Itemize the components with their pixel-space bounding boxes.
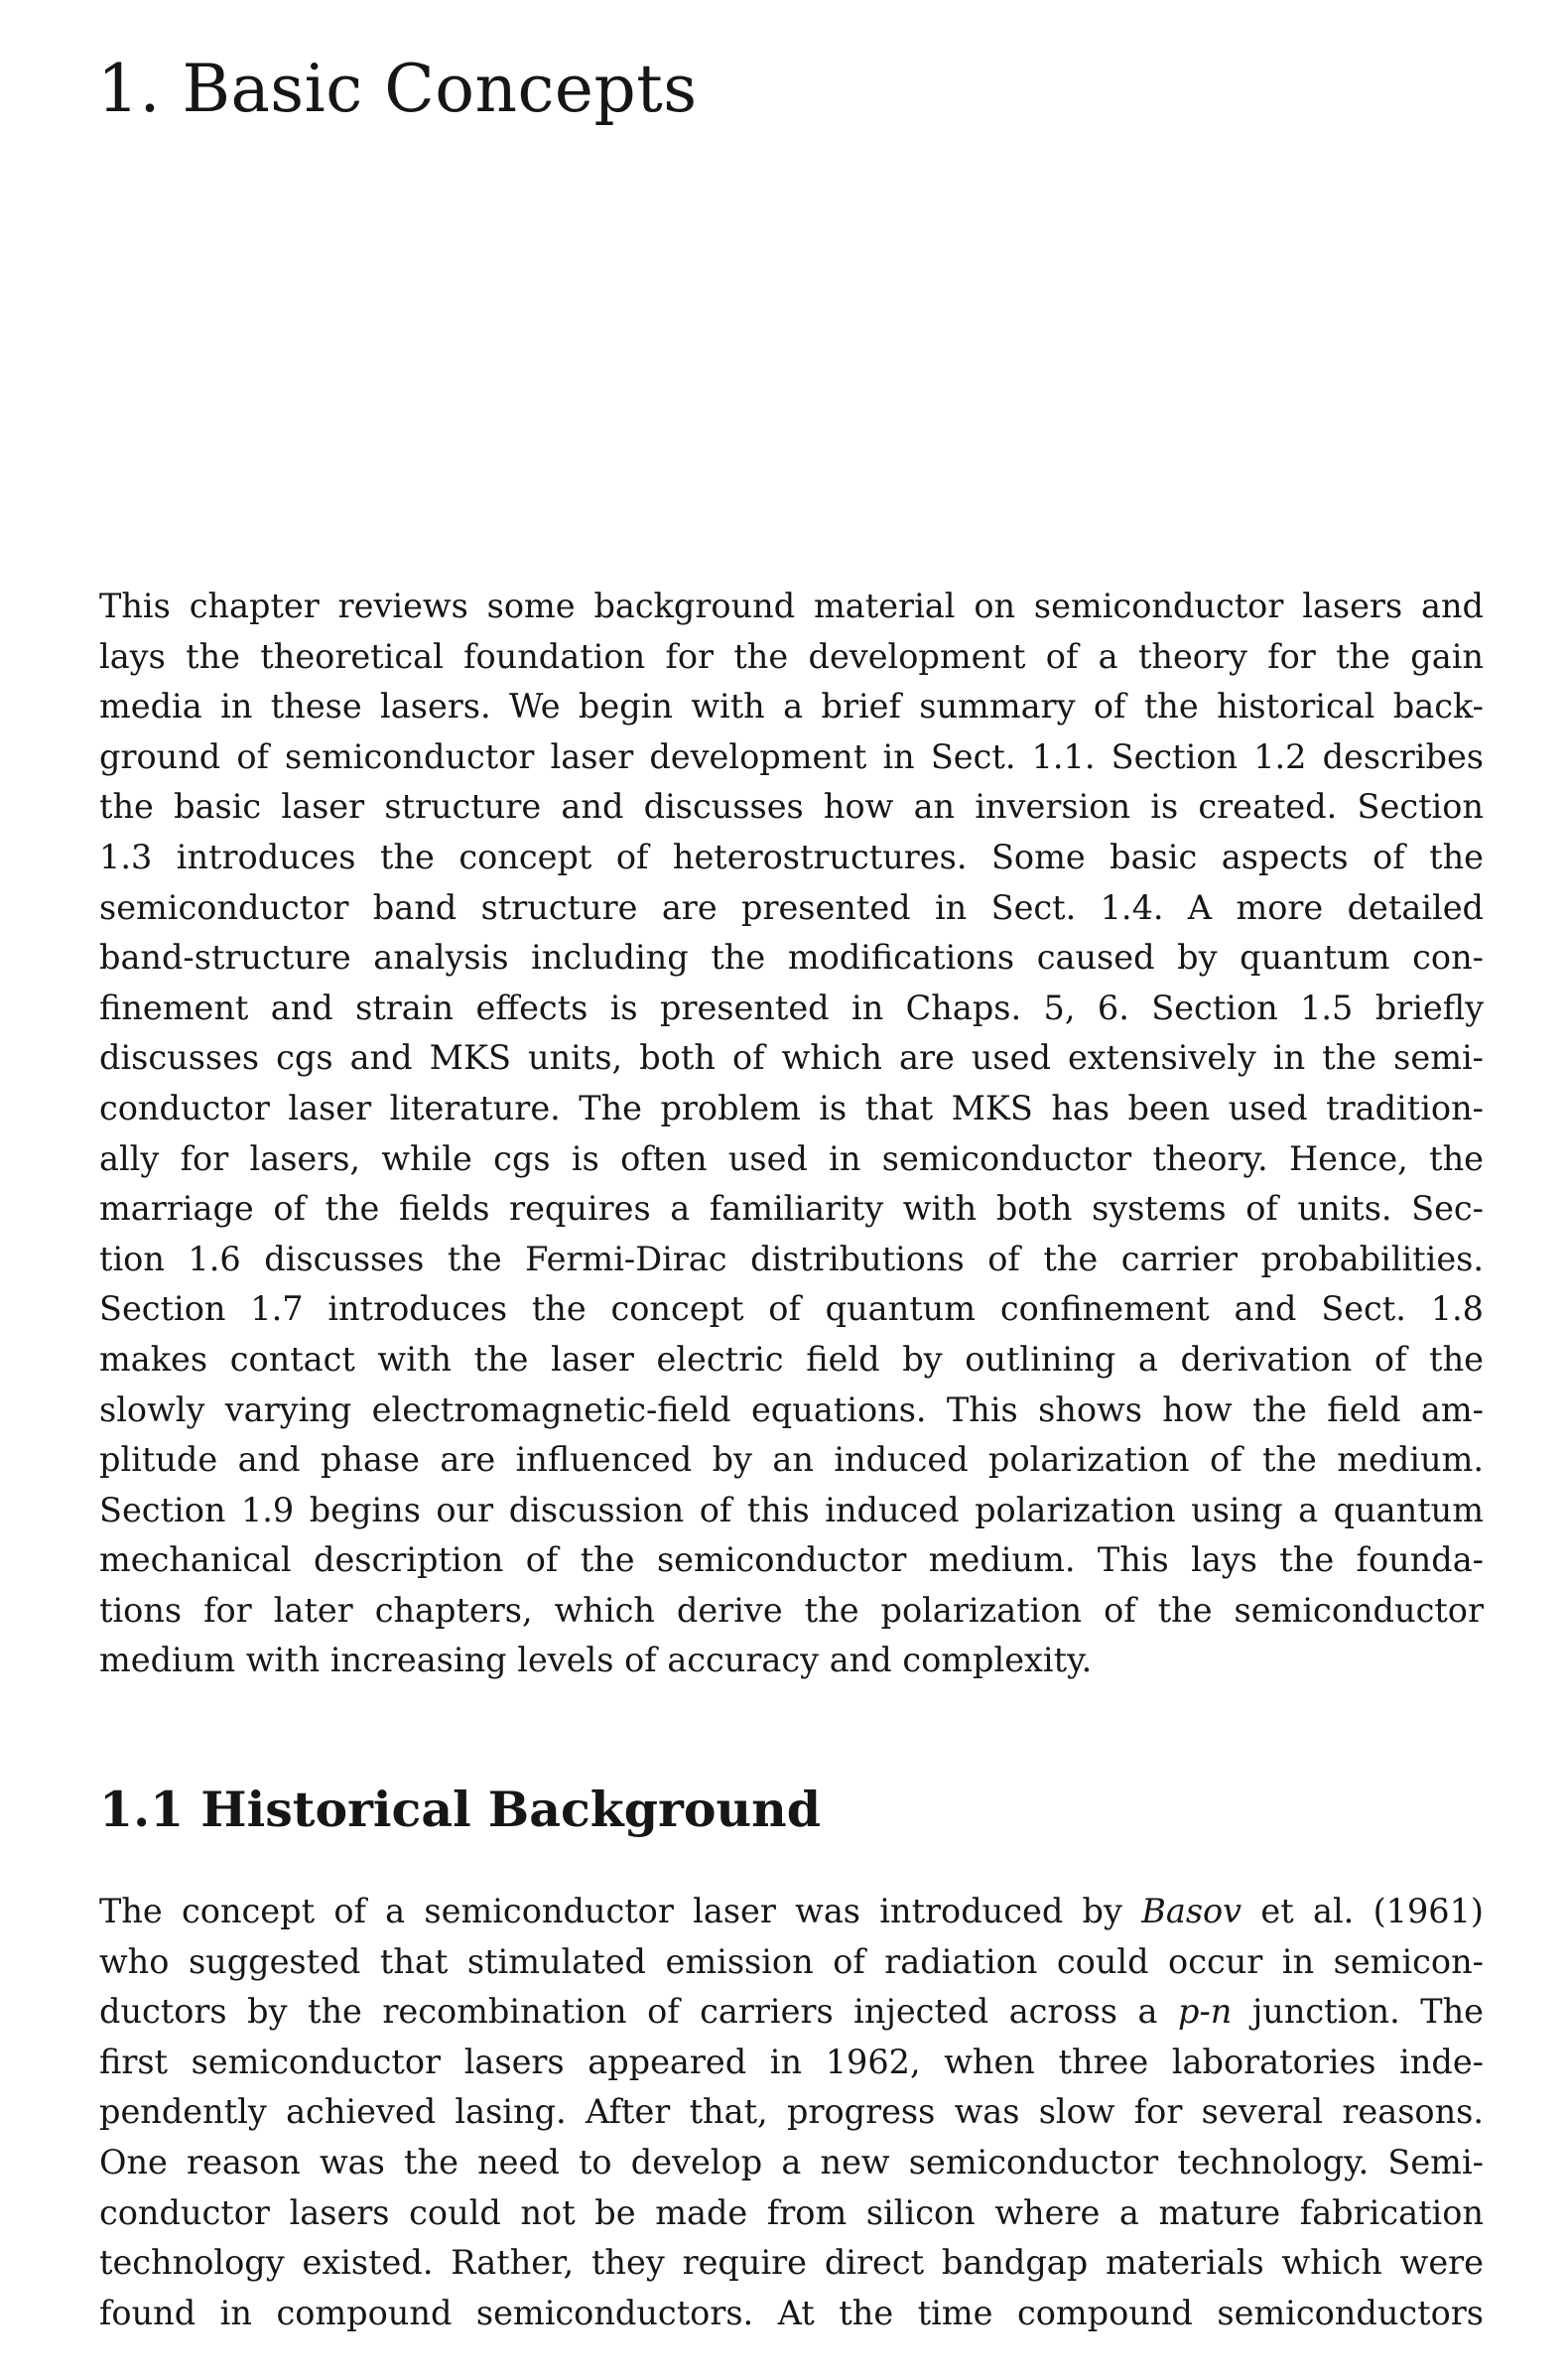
intro-line: Section 1.7 introduces the concept of quantum confinement and Sect. 1.8 [99,1289,1484,1329]
intro-line: ground of semiconductor laser development in Sect. 1.1. Section 1.2 describes [99,736,1484,776]
intro-line: tions for later chapters, which derive the polarization of the semiconductor [99,1590,1484,1630]
historical-line: who suggested that stimulated emission of radiation could occur in semicon- [99,1941,1484,1981]
intro-line: makes contact with the laser electric field by outlining a derivation of the [99,1339,1484,1379]
intro-line: the basic laser structure and discusses how an inversion is created. Section [99,787,1484,827]
intro-line: plitude and phase are influenced by an induced polarization of the medium. [99,1440,1484,1480]
historical-line: technology existed. Rather, they require direct bandgap materials which were [99,2243,1484,2283]
intro-line: slowly varying electromagnetic-field equations. This shows how the field am- [99,1389,1484,1429]
intro-line: medium with increasing levels of accuracy and complexity. [99,1641,1093,1680]
historical-line: pendently achieved lasing. After that, progress was slow for several reasons. [99,2092,1484,2132]
historical-line [99,1887,1484,1937]
intro-line: 1.3 introduces the concept of heterostructures. Some basic aspects of the [99,837,1484,876]
author-name: Basov [1141,1892,1242,1930]
historical-line: conductor lasers could not be made from silicon where a mature fabrication [99,2192,1484,2232]
historical-text: The concept of a semiconductor laser was introduced by [99,1892,1142,1930]
historical-text: ductors by the recombination of carriers injected across a [99,1992,1178,2032]
historical-line [99,1987,1484,2038]
intro-line: ally for lasers, while cgs is often used in semiconductor theory. Hence, the [99,1138,1484,1178]
historical-text: et al. (1961) [1241,1892,1485,1930]
intro-line: finement and strain effects is presented in Chaps. 5, 6. Section 1.5 briefly [99,988,1484,1027]
intro-line: semiconductor band structure are presented in Sect. 1.4. A more detailed [99,887,1484,927]
intro-line: media in these lasers. We begin with a brief summary of the historical back- [99,687,1484,727]
intro-paragraph [99,582,1484,1686]
historical-line: first semiconductor lasers appeared in 1962, when three laboratories inde- [99,2042,1484,2081]
intro-line: lays the theoretical foundation for the development of a theory for the gain [99,636,1484,676]
intro-line: tion 1.6 discusses the Fermi-Dirac distributions of the carrier probabilities. [99,1239,1484,1278]
intro-line: This chapter reviews some background material on semiconductor lasers and [99,587,1484,625]
intro-line: Section 1.9 begins our discussion of this induced polarization using a quantum [99,1490,1484,1529]
intro-line: conductor laser literature. The problem is that MKS has been used tradition- [99,1088,1484,1127]
section-heading: 1.1 Historical Background [99,1781,822,1838]
intro-line: band-structure analysis including the modifications caused by quantum con- [99,938,1484,978]
junction-term: p-n [1178,1992,1233,2032]
intro-line: mechanical description of the semiconductor medium. This lays the founda- [99,1540,1484,1580]
historical-line: One reason was the need to develop a new semiconductor technology. Semi- [99,2142,1484,2181]
historical-line: found in compound semiconductors. At the time compound semiconductors [99,2293,1484,2332]
historical-text: junction. The [1232,1992,1484,2032]
intro-line: marriage of the fields requires a familiarity with both systems of units. Sec- [99,1189,1484,1229]
historical-paragraph [99,1887,1484,2338]
intro-line: discusses cgs and MKS units, both of which are used extensively in the semi- [99,1038,1484,1078]
chapter-title: 1. Basic Concepts [97,51,698,127]
